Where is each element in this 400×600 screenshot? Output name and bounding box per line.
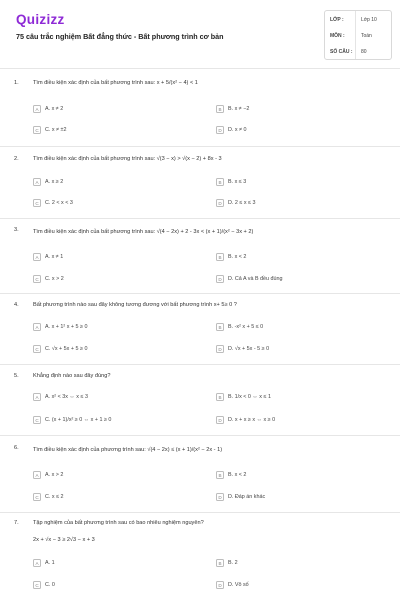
option-a[interactable] [33, 321, 88, 333]
option-a[interactable] [33, 469, 63, 481]
option-b[interactable] [216, 391, 271, 403]
option-letter-box: A [33, 471, 41, 479]
question-number: 4. [14, 302, 19, 308]
document-title: 75 câu trắc nghiệm Bất đẳng thức - Bất phương trình cơ bản [16, 32, 224, 41]
option-letter-box: D [216, 126, 224, 134]
option-letter-box: D [216, 416, 224, 424]
option-letter-box: D [216, 275, 224, 283]
option-letter-box: C [33, 416, 41, 424]
question-number: 5. [14, 373, 19, 379]
option-text: B. x ≤ 3 [228, 179, 247, 185]
option-letter-box: B [216, 559, 224, 567]
option-d[interactable] [216, 343, 269, 355]
option-text: A. x ≠ 1 [45, 254, 64, 260]
option-letter-box: D [216, 199, 224, 207]
option-c[interactable] [33, 124, 67, 136]
quizizz-logo: Quizizz [16, 12, 65, 27]
option-c[interactable] [33, 343, 87, 355]
option-text: C. 0 [45, 582, 55, 588]
option-text: C. x ≤ 2 [45, 494, 64, 500]
option-c[interactable] [33, 491, 64, 503]
option-text: C. 2 < x < 3 [45, 200, 73, 206]
option-letter-box: B [216, 393, 224, 401]
question-number: 3. [14, 227, 19, 233]
meta-value: Lớp 10 [361, 17, 377, 23]
option-b[interactable] [216, 251, 246, 263]
option-b[interactable] [216, 103, 249, 115]
option-text: C. x > 2 [45, 276, 64, 282]
option-letter-box: D [216, 493, 224, 501]
option-a[interactable] [33, 251, 63, 263]
option-letter-box: A [33, 105, 41, 113]
question-number: 1. [14, 80, 19, 86]
option-letter-box: A [33, 253, 41, 261]
meta-info-box [324, 10, 392, 60]
option-text: D. Vô số [228, 582, 249, 588]
option-a[interactable] [33, 557, 55, 569]
question-text: Tìm điều kiện xác định của bất phương trình sau: x + 5/(x² − 4) < 1 [33, 80, 198, 86]
option-letter-box: C [33, 493, 41, 501]
option-text: A. x ≥ 2 [45, 179, 64, 185]
question-text: Tìm điều kiện xác định của phương trình sau: √(4 − 2x) ≤ (x + 1)/(x² − 2x - 1) [33, 447, 223, 453]
option-letter-box: A [33, 559, 41, 567]
option-letter-box: C [33, 199, 41, 207]
meta-row-count [325, 44, 393, 60]
question-divider [0, 293, 400, 294]
option-a[interactable] [33, 176, 63, 188]
question-text: Khẳng định nào sau đây đúng? [33, 373, 111, 379]
option-text: B. 2 [228, 560, 238, 566]
question-number: 2. [14, 156, 19, 162]
option-text: B. -x² x + 5 ≤ 0 [228, 324, 264, 330]
option-text: D. √x + 5x - 5 ≥ 0 [228, 346, 270, 352]
header-divider [0, 68, 400, 69]
option-letter-box: B [216, 471, 224, 479]
option-text: C. x ≠ ±2 [45, 127, 67, 133]
option-letter-box: B [216, 105, 224, 113]
option-text: D. 2 ≤ x ≤ 3 [228, 200, 256, 206]
option-text: B. x < 2 [228, 254, 247, 260]
meta-key: MÔN : [330, 33, 345, 39]
option-text: D. Cả A và B đều đúng [228, 276, 283, 282]
option-letter-box: A [33, 178, 41, 186]
option-d[interactable] [216, 124, 247, 136]
option-d[interactable] [216, 197, 256, 209]
option-c[interactable] [33, 273, 64, 285]
meta-row-subject [325, 28, 393, 44]
option-letter-box: C [33, 345, 41, 353]
question-number: 6. [14, 445, 19, 451]
option-text: D. x + x ≥ x ⇔ x ≥ 0 [228, 417, 276, 423]
option-d[interactable] [216, 414, 275, 426]
option-text: D. x ≠ 0 [228, 127, 247, 133]
option-letter-box: B [216, 178, 224, 186]
document-header [0, 0, 400, 68]
option-a[interactable] [33, 103, 63, 115]
question-text: Tìm điều kiện xác định của bất phương trình sau: √(4 − 2x) + 2 - 3x < (x + 1)/(x² − 3x + 2) [33, 229, 254, 235]
option-text: B. 1/x < 0 ⇔ x ≤ 1 [228, 394, 271, 400]
question-text: Tìm điều kiện xác định của bất phương trình sau: √(3 − x) > √(x − 2) + 8x - 3 [33, 156, 222, 162]
option-b[interactable] [216, 176, 246, 188]
option-b[interactable] [216, 469, 246, 481]
option-d[interactable] [216, 491, 265, 503]
option-letter-box: B [216, 253, 224, 261]
question-divider [0, 218, 400, 219]
option-text: A. x² < 3x ⇔ x ≤ 3 [45, 394, 88, 400]
option-c[interactable] [33, 414, 111, 426]
option-text: C. (x + 1)/x² ≥ 0 ⇔ x + 1 ≥ 0 [45, 417, 112, 423]
meta-row-class [325, 12, 393, 28]
option-text: B. x ≠ −2 [228, 106, 250, 112]
question-divider [0, 146, 400, 147]
option-b[interactable] [216, 321, 263, 333]
option-text: C. √x + 5x + 5 ≥ 0 [45, 346, 88, 352]
meta-key: LỚP : [330, 17, 344, 23]
option-letter-box: C [33, 581, 41, 589]
option-letter-box: D [216, 581, 224, 589]
option-c[interactable] [33, 197, 73, 209]
option-text: B. x < 2 [228, 472, 247, 478]
meta-value: Toán [361, 33, 372, 39]
option-a[interactable] [33, 391, 88, 403]
option-d[interactable] [216, 579, 249, 591]
question-divider [0, 435, 400, 436]
meta-key: SỐ CÂU : [330, 49, 353, 55]
option-d[interactable] [216, 273, 283, 285]
option-text: D. Đáp án khác [228, 494, 266, 500]
option-letter-box: D [216, 345, 224, 353]
question-divider [0, 364, 400, 365]
option-letter-box: C [33, 275, 41, 283]
option-letter-box: A [33, 393, 41, 401]
option-text: A. x + 1² x + 5 ≥ 0 [45, 324, 88, 330]
question-number: 7. [14, 520, 19, 526]
option-c[interactable] [33, 579, 55, 591]
option-letter-box: B [216, 323, 224, 331]
option-text: A. x > 2 [45, 472, 64, 478]
option-letter-box: A [33, 323, 41, 331]
meta-value: 80 [361, 49, 367, 55]
question-text: Bất phương trình nào sau đây không tương đương với bất phương trình x+ 5≥ 0 ? [33, 302, 237, 308]
option-letter-box: C [33, 126, 41, 134]
option-text: A. x ≠ 2 [45, 106, 64, 112]
option-b[interactable] [216, 557, 238, 569]
question-text: Tập nghiệm của bất phương trình sau có bao nhiêu nghiệm nguyên? [33, 520, 204, 526]
question-equation: 2x + √x − 3 ≥ 2√3 − x + 3 [33, 537, 95, 543]
question-divider [0, 512, 400, 513]
option-text: A. 1 [45, 560, 55, 566]
